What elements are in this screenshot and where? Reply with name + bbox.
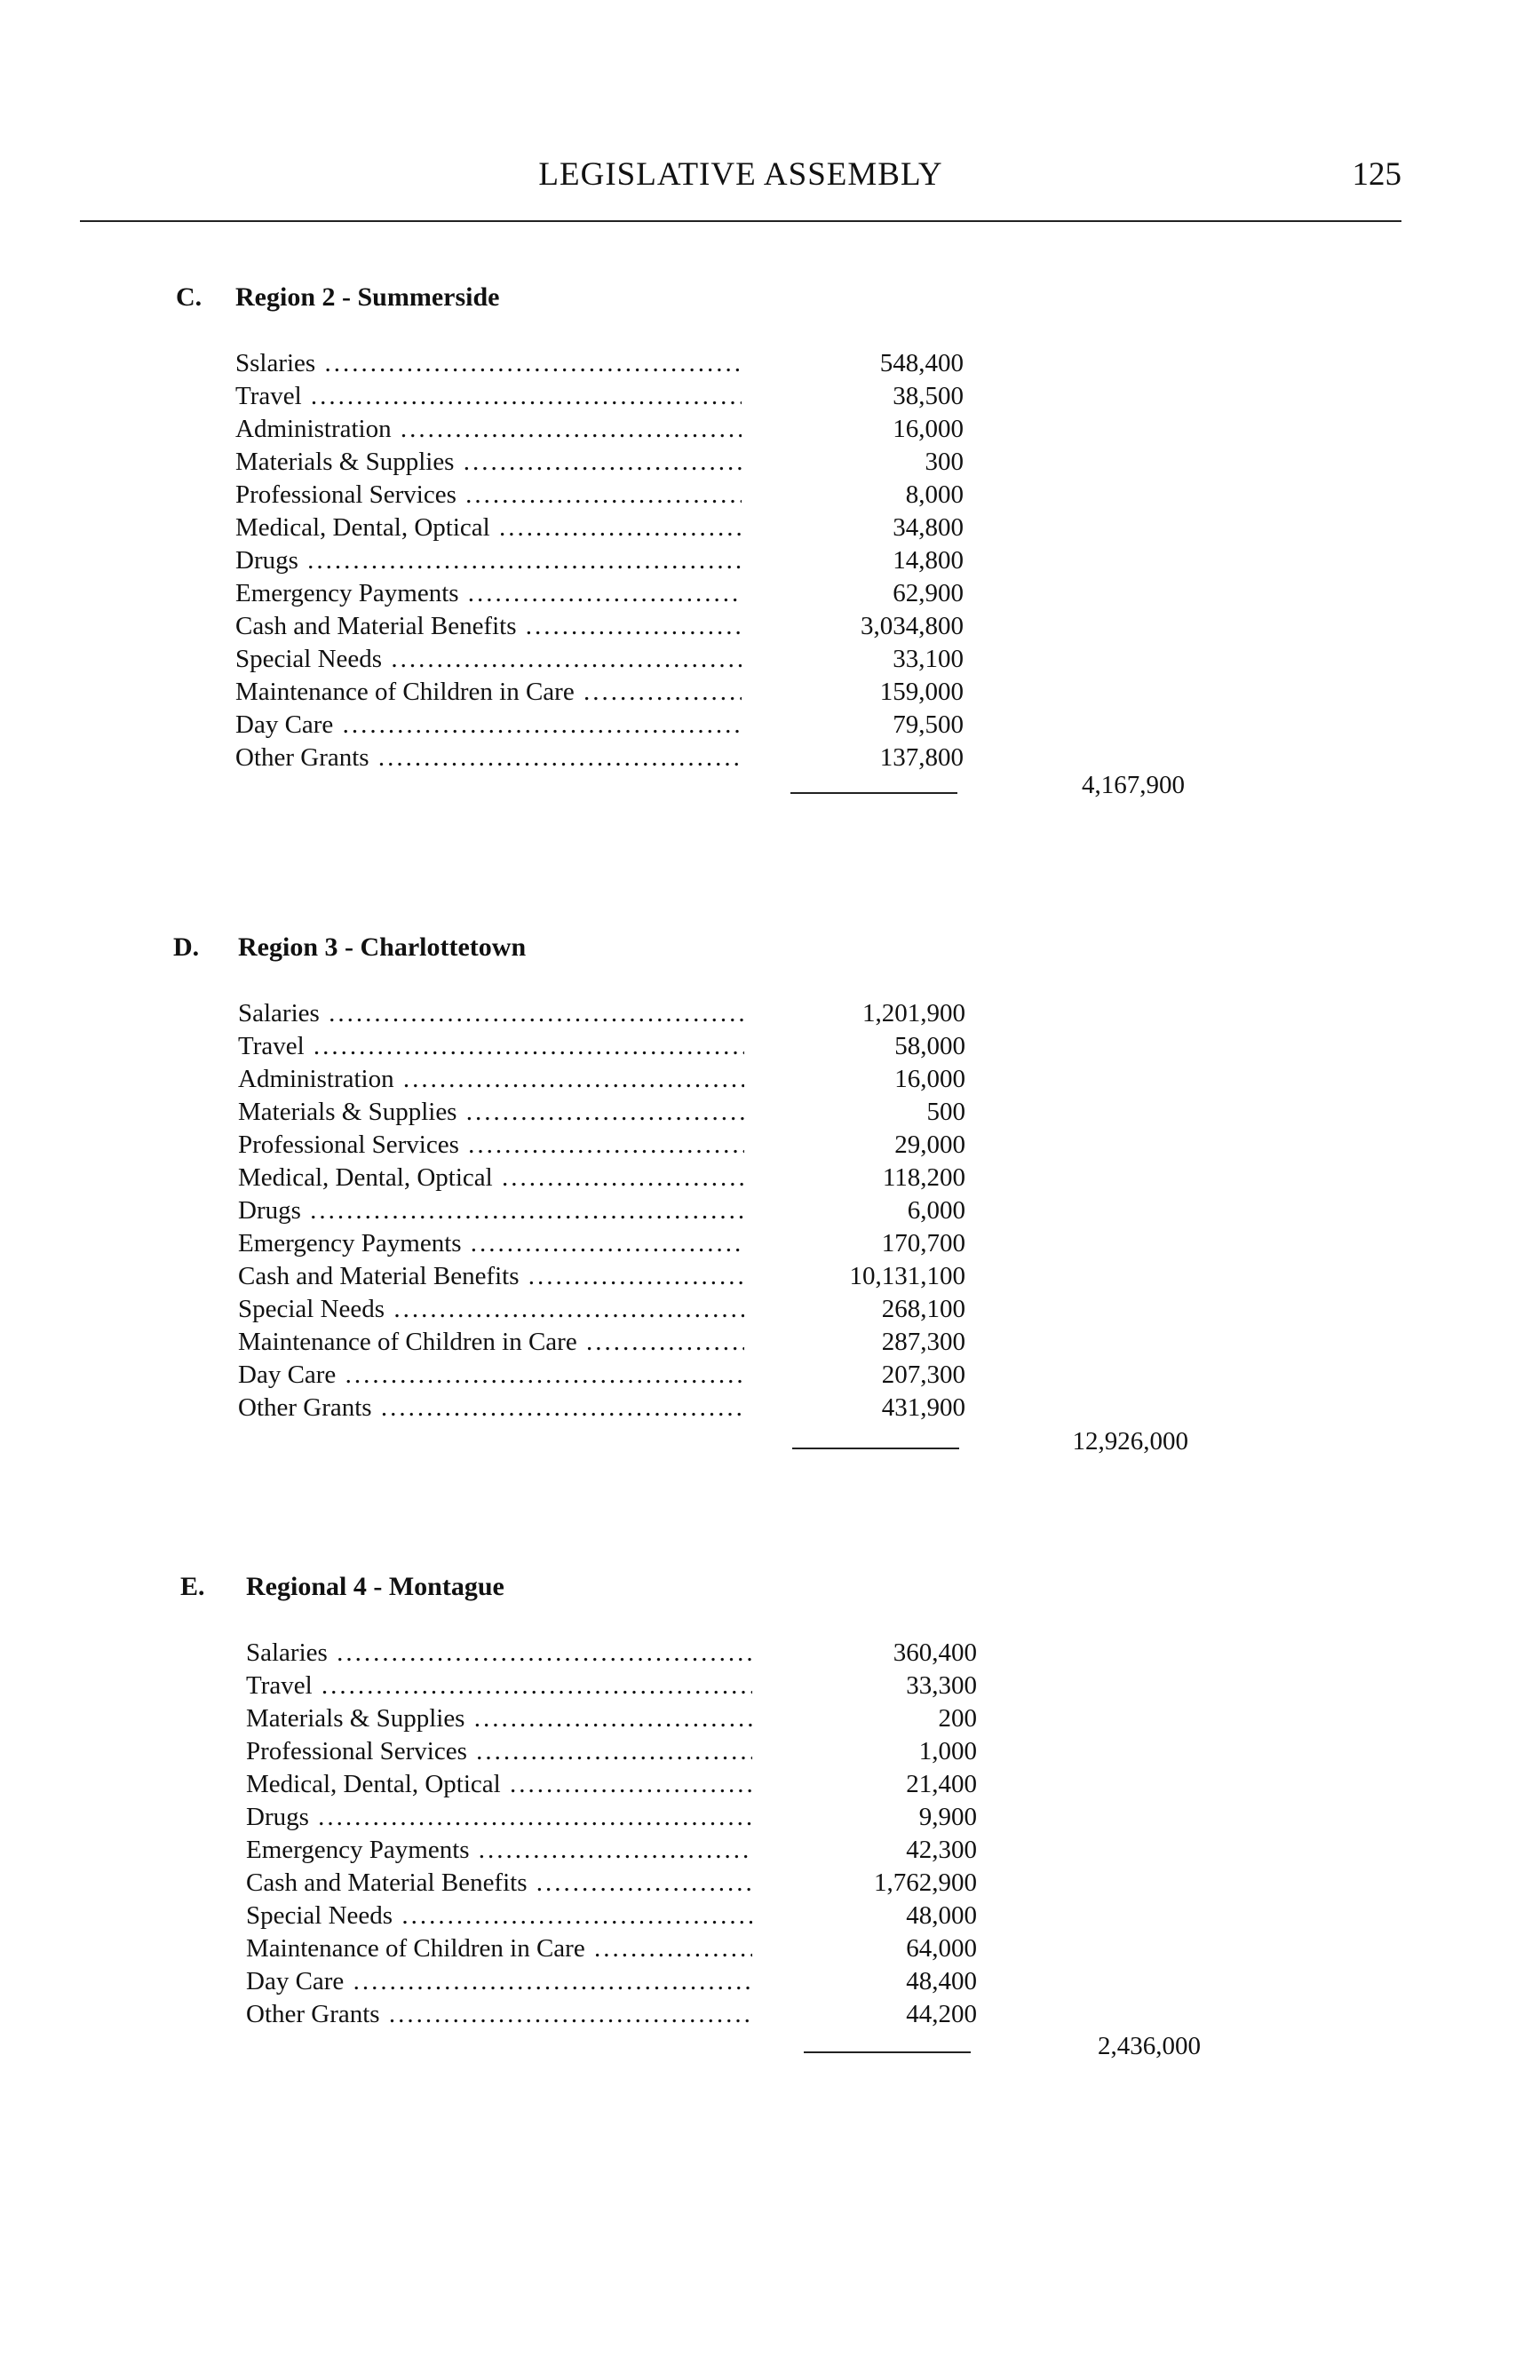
line-item-amount: 16,000 [894, 1065, 965, 1093]
line-item-label: Travel ..... [238, 1032, 744, 1061]
line-item-amount: 6,000 [907, 1196, 965, 1225]
line-item-label: Materials & Supplies ..... [238, 1098, 744, 1127]
section-letter: D. [173, 932, 200, 962]
line-item-amount: 21,400 [906, 1770, 977, 1798]
line-item-label: Salaries ..... [238, 999, 744, 1028]
line-item-amount: 48,400 [906, 1967, 977, 1995]
line-item-amount: 207,300 [881, 1361, 965, 1389]
line-item-label: Medical, Dental, Optical ..... [235, 513, 742, 543]
line-item-amount: 170,700 [881, 1229, 965, 1257]
page-number: 125 [1352, 156, 1401, 193]
line-item-amount: 9,900 [918, 1803, 977, 1831]
section-title: Region 2 - Summerside [235, 282, 500, 312]
subtotal-rule [792, 1448, 959, 1449]
line-item-amount: 33,100 [893, 645, 964, 673]
line-item-amount: 38,500 [893, 382, 964, 410]
line-item-amount: 44,200 [906, 2000, 977, 2028]
line-item-label: Emergency Payments ..... [235, 579, 742, 608]
line-item-label: Salaries ..... [246, 1638, 752, 1668]
line-item-label: Sslaries ..... [235, 349, 742, 378]
line-item-label: Day Care ..... [246, 1967, 752, 1996]
line-item-amount: 159,000 [879, 678, 964, 706]
line-item-label: Special Needs ..... [235, 645, 742, 674]
section-title: Regional 4 - Montague [246, 1572, 504, 1601]
line-item-label: Other Grants ..... [238, 1393, 744, 1423]
line-item-label: Travel ..... [246, 1671, 752, 1701]
line-item-label: Medical, Dental, Optical ..... [246, 1770, 752, 1799]
line-item-amount: 62,900 [893, 579, 964, 607]
line-item-amount: 14,800 [893, 546, 964, 575]
line-item-label: Maintenance of Children in Care ..... [235, 678, 742, 707]
line-item-amount: 268,100 [881, 1295, 965, 1323]
line-item-amount: 3,034,800 [861, 612, 964, 640]
line-item-label: Cash and Material Benefits ..... [235, 612, 742, 641]
subtotal-rule [790, 792, 957, 794]
line-item-amount: 1,762,900 [874, 1868, 977, 1897]
line-item-amount: 16,000 [893, 415, 964, 443]
line-item-label: Professional Services ..... [246, 1737, 752, 1766]
line-item-label: Travel ..... [235, 382, 742, 411]
subtotal-rule [804, 2051, 971, 2053]
line-item-label: Emergency Payments ..... [238, 1229, 744, 1258]
line-item-amount: 42,300 [906, 1836, 977, 1864]
section-letter: E. [180, 1572, 205, 1601]
line-item-label: Cash and Material Benefits ..... [238, 1262, 744, 1291]
line-item-amount: 287,300 [881, 1328, 965, 1356]
line-item-amount: 137,800 [879, 743, 964, 772]
line-item-amount: 64,000 [906, 1934, 977, 1963]
line-item-label: Maintenance of Children in Care ..... [246, 1934, 752, 1964]
line-item-amount: 8,000 [905, 480, 964, 509]
line-item-label: Drugs ..... [246, 1803, 752, 1832]
line-item-amount: 58,000 [894, 1032, 965, 1060]
line-item-amount: 1,000 [918, 1737, 977, 1765]
line-item-amount: 79,500 [893, 710, 964, 739]
line-item-amount: 431,900 [881, 1393, 965, 1422]
line-item-label: Emergency Payments ..... [246, 1836, 752, 1865]
line-item-label: Medical, Dental, Optical ..... [238, 1163, 744, 1193]
line-item-amount: 34,800 [893, 513, 964, 542]
line-item-amount: 118,200 [882, 1163, 965, 1192]
line-item-amount: 548,400 [879, 349, 964, 377]
line-item-label: Day Care ..... [238, 1361, 744, 1390]
line-item-label: Professional Services ..... [235, 480, 742, 510]
line-item-label: Drugs ..... [235, 546, 742, 575]
line-item-label: Day Care ..... [235, 710, 742, 740]
line-item-label: Professional Services ..... [238, 1130, 744, 1160]
line-item-label: Materials & Supplies ..... [235, 448, 742, 477]
line-item-amount: 500 [926, 1098, 965, 1126]
line-item-amount: 200 [938, 1704, 977, 1733]
line-item-amount: 48,000 [906, 1901, 977, 1930]
line-item-label: Cash and Material Benefits ..... [246, 1868, 752, 1898]
line-item-amount: 10,131,100 [849, 1262, 965, 1290]
line-item-label: Drugs ..... [238, 1196, 744, 1226]
line-item-label: Special Needs ..... [246, 1901, 752, 1931]
line-item-label: Maintenance of Children in Care ..... [238, 1328, 744, 1357]
page-title: LEGISLATIVE ASSEMBLY [538, 156, 943, 193]
line-item-label: Other Grants ..... [235, 743, 742, 773]
page-header [80, 155, 1401, 209]
line-item-amount: 360,400 [893, 1638, 977, 1667]
section-letter: C. [176, 282, 202, 312]
section-total: 4,167,900 [1082, 771, 1185, 799]
section-title: Region 3 - Charlottetown [238, 932, 527, 962]
line-item-amount: 1,201,900 [862, 999, 965, 1027]
line-item-amount: 29,000 [894, 1130, 965, 1159]
line-item-label: Materials & Supplies ..... [246, 1704, 752, 1733]
line-item-amount: 300 [925, 448, 964, 476]
line-item-label: Special Needs ..... [238, 1295, 744, 1324]
line-item-label: Administration ..... [235, 415, 742, 444]
header-rule [80, 220, 1401, 222]
section-total: 2,436,000 [1098, 2032, 1201, 2060]
line-item-label: Other Grants ..... [246, 2000, 752, 2029]
section-total: 12,926,000 [1072, 1427, 1188, 1456]
line-item-amount: 33,300 [906, 1671, 977, 1700]
line-item-label: Administration ..... [238, 1065, 744, 1094]
